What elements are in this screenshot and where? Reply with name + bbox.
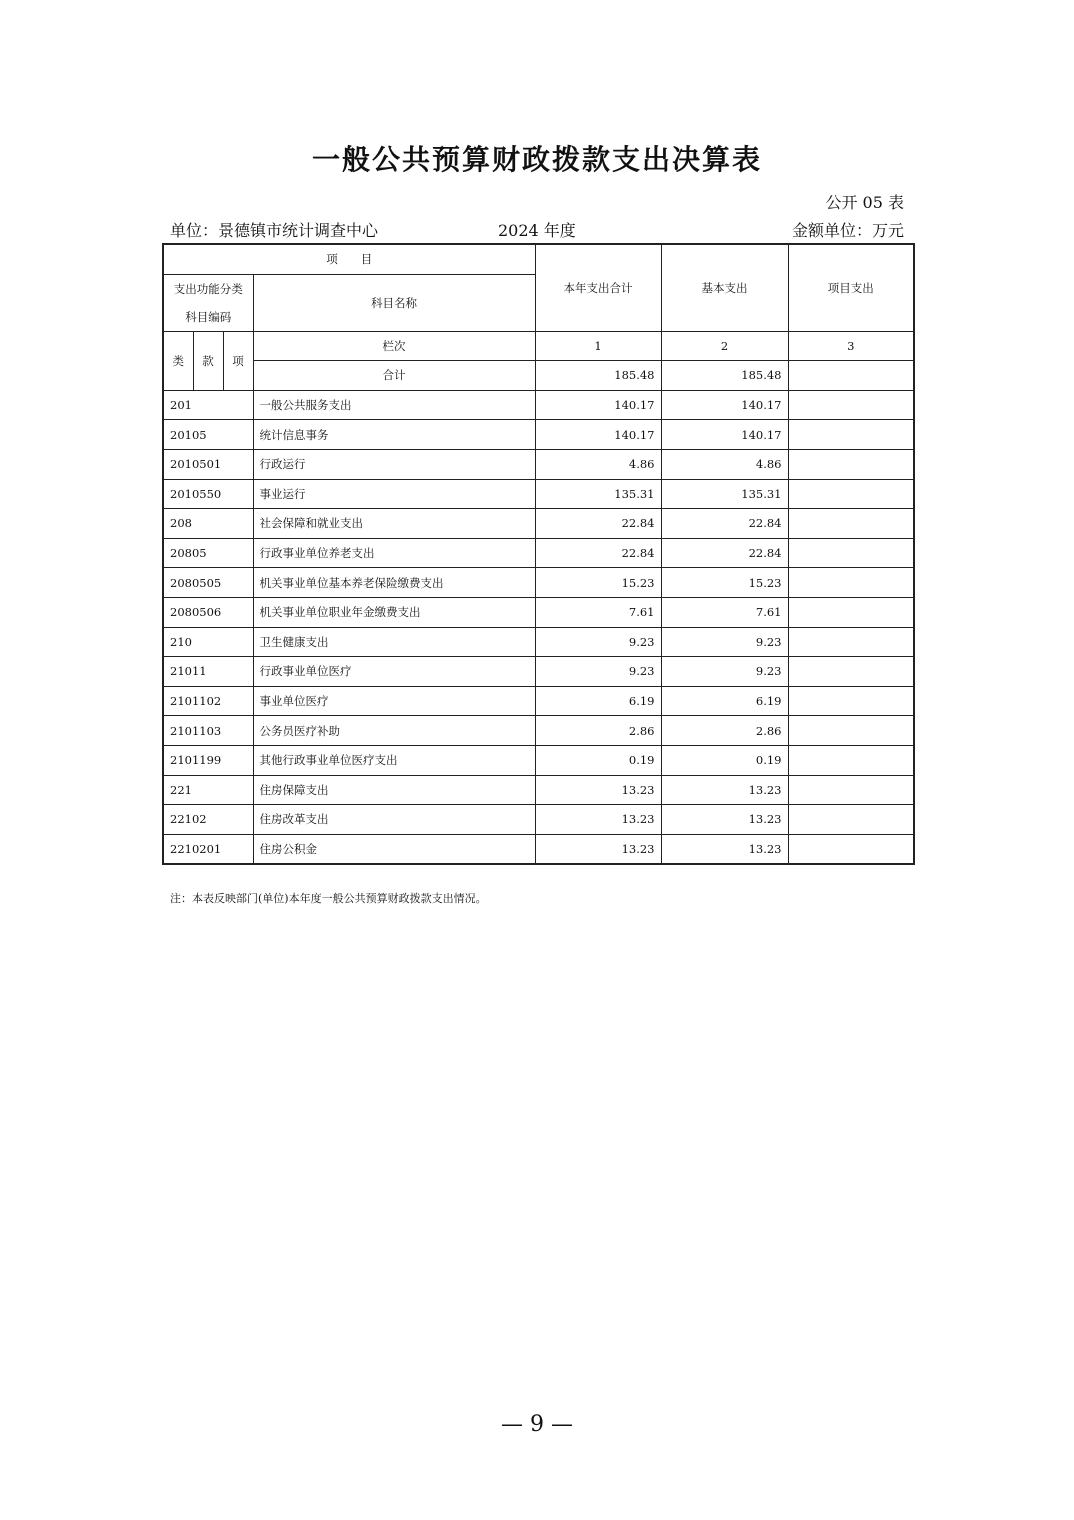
row-basic: 7.61 [661, 597, 788, 627]
col-number-1: 1 [535, 331, 661, 361]
table-note: 注：本表反映部门(单位)本年度一般公共预算财政拨款支出情况。 [170, 892, 487, 905]
row-project [788, 834, 914, 864]
row-code: 22102 [163, 805, 253, 835]
row-code: 208 [163, 509, 253, 539]
row-total: 13.23 [535, 805, 661, 835]
row-code: 2010501 [163, 449, 253, 479]
row-code: 21011 [163, 657, 253, 687]
row-total: 9.23 [535, 657, 661, 687]
row-subject-name: 一般公共服务支出 [253, 390, 535, 420]
table-row [163, 745, 914, 775]
row-code: 2210201 [163, 834, 253, 864]
row-basic: 140.17 [661, 390, 788, 420]
row-project [788, 420, 914, 450]
row-total: 13.23 [535, 775, 661, 805]
amount-unit: 金额单位：万元 [791, 221, 904, 240]
form-number: 公开 05 表 [825, 193, 904, 212]
year-label: 2024 年度 [498, 221, 576, 240]
func-class-header [163, 274, 253, 331]
table-row [163, 686, 914, 716]
func-class-line2: 科目编码 [185, 309, 232, 324]
row-total: 0.19 [535, 745, 661, 775]
row-code: 221 [163, 775, 253, 805]
row-total: 7.61 [535, 597, 661, 627]
row-subject-name: 住房保障支出 [253, 775, 535, 805]
row-total: 4.86 [535, 449, 661, 479]
row-basic: 9.23 [661, 627, 788, 657]
row-code: 201 [163, 390, 253, 420]
row-subject-name: 住房公积金 [253, 834, 535, 864]
lan-ci-label: 栏次 [253, 331, 535, 361]
unit-label: 单位：景德镇市统计调查中心 [170, 221, 379, 240]
row-basic: 2.86 [661, 716, 788, 746]
table-row [163, 627, 914, 657]
row-project [788, 805, 914, 835]
row-total: 140.17 [535, 390, 661, 420]
total-project [788, 361, 914, 391]
row-project [788, 479, 914, 509]
subject-name-header: 科目名称 [253, 274, 535, 331]
table-row [163, 420, 914, 450]
row-subject-name: 公务员医疗补助 [253, 716, 535, 746]
row-subject-name: 机关事业单位基本养老保险缴费支出 [253, 568, 535, 598]
row-project [788, 449, 914, 479]
row-project [788, 509, 914, 539]
row-code: 2080506 [163, 597, 253, 627]
total-label: 合计 [253, 361, 535, 391]
col-number-3: 3 [788, 331, 914, 361]
row-total: 15.23 [535, 568, 661, 598]
row-basic: 0.19 [661, 745, 788, 775]
row-basic: 13.23 [661, 834, 788, 864]
table-row [163, 568, 914, 598]
header-row-1 [163, 244, 914, 274]
page-title: 一般公共预算财政拨款支出决算表 [311, 143, 762, 176]
row-project [788, 775, 914, 805]
row-basic: 135.31 [661, 479, 788, 509]
total-basic: 185.48 [661, 361, 788, 391]
row-code: 2080505 [163, 568, 253, 598]
table-row [163, 597, 914, 627]
row-subject-name: 统计信息事务 [253, 420, 535, 450]
total-value: 185.48 [535, 361, 661, 391]
row-total: 13.23 [535, 834, 661, 864]
col-total-header: 本年支出合计 [535, 244, 661, 331]
row-project [788, 627, 914, 657]
row-subject-name: 社会保障和就业支出 [253, 509, 535, 539]
row-total: 22.84 [535, 538, 661, 568]
row-subject-name: 卫生健康支出 [253, 627, 535, 657]
col-basic-header: 基本支出 [661, 244, 788, 331]
table-row [163, 657, 914, 687]
row-code: 2101102 [163, 686, 253, 716]
row-total: 140.17 [535, 420, 661, 450]
total-row [163, 361, 914, 391]
row-subject-name: 行政运行 [253, 449, 535, 479]
table-row [163, 538, 914, 568]
table-row [163, 805, 914, 835]
row-basic: 22.84 [661, 509, 788, 539]
row-basic: 22.84 [661, 538, 788, 568]
table-row [163, 716, 914, 746]
row-project [788, 568, 914, 598]
row-project [788, 538, 914, 568]
row-project [788, 716, 914, 746]
table-row [163, 509, 914, 539]
row-code: 210 [163, 627, 253, 657]
row-subject-name: 其他行政事业单位医疗支出 [253, 745, 535, 775]
item-header: 项 目 [163, 244, 535, 274]
row-total: 2.86 [535, 716, 661, 746]
table-row [163, 834, 914, 864]
row-code: 2010550 [163, 479, 253, 509]
row-project [788, 390, 914, 420]
row-total: 135.31 [535, 479, 661, 509]
table-row [163, 390, 914, 420]
row-basic: 140.17 [661, 420, 788, 450]
table-row [163, 775, 914, 805]
row-project [788, 745, 914, 775]
table-row [163, 449, 914, 479]
row-total: 6.19 [535, 686, 661, 716]
row-subject-name: 事业运行 [253, 479, 535, 509]
page-number: — 9 — [501, 1412, 573, 1437]
lei-header: 类 [163, 331, 193, 390]
row-code: 20805 [163, 538, 253, 568]
row-basic: 13.23 [661, 805, 788, 835]
row-total: 9.23 [535, 627, 661, 657]
row-total: 22.84 [535, 509, 661, 539]
row-subject-name: 机关事业单位职业年金缴费支出 [253, 597, 535, 627]
col-project-header: 项目支出 [788, 244, 914, 331]
row-project [788, 686, 914, 716]
header-row-4 [163, 331, 914, 361]
row-basic: 15.23 [661, 568, 788, 598]
table-row [163, 479, 914, 509]
col-number-2: 2 [661, 331, 788, 361]
row-subject-name: 行政事业单位医疗 [253, 657, 535, 687]
expenditure-table [162, 243, 915, 865]
row-basic: 9.23 [661, 657, 788, 687]
row-basic: 13.23 [661, 775, 788, 805]
func-class-line1: 支出功能分类 [173, 281, 243, 296]
row-basic: 4.86 [661, 449, 788, 479]
row-project [788, 597, 914, 627]
row-code: 20105 [163, 420, 253, 450]
row-subject-name: 行政事业单位养老支出 [253, 538, 535, 568]
row-code: 2101103 [163, 716, 253, 746]
kuan-header: 款 [193, 331, 223, 390]
row-subject-name: 住房改革支出 [253, 805, 535, 835]
row-code: 2101199 [163, 745, 253, 775]
row-subject-name: 事业单位医疗 [253, 686, 535, 716]
row-project [788, 657, 914, 687]
xiang-header: 项 [223, 331, 253, 390]
row-basic: 6.19 [661, 686, 788, 716]
